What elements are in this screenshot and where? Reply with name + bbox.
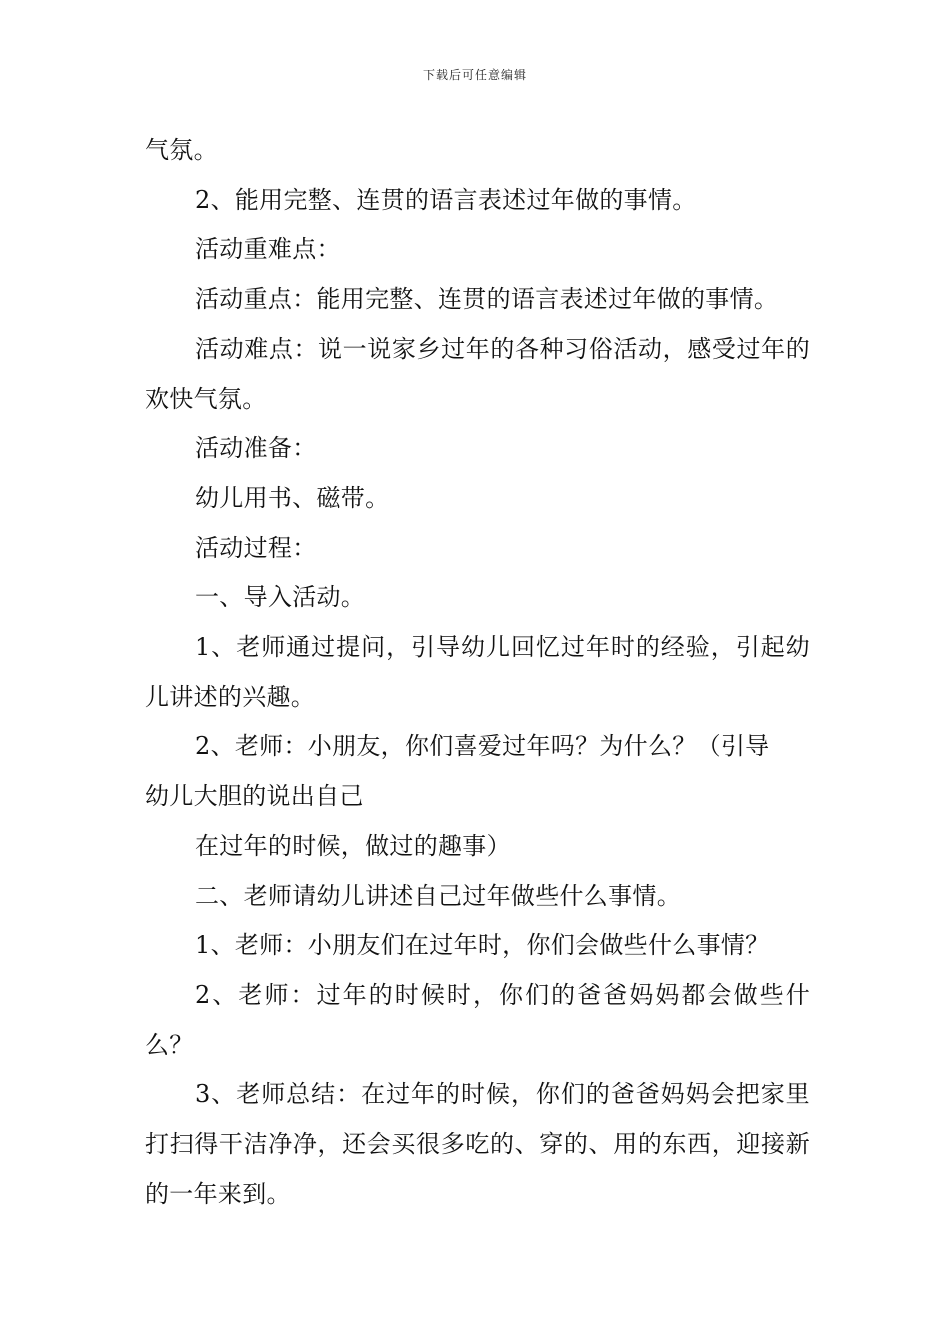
paragraph: 一、导入活动。	[195, 583, 366, 612]
paragraph: 活动过程：	[195, 533, 317, 562]
document-body	[145, 126, 810, 1219]
paragraph: 活动准备：	[195, 434, 317, 463]
paragraph: 气氛。	[145, 136, 218, 164]
page-header: 下载后可任意编辑	[422, 68, 527, 82]
paragraph: 幼儿大胆的说出自己	[145, 782, 364, 811]
paragraph: 二、老师请幼儿讲述自己过年做些什么事情。	[195, 881, 681, 910]
paragraph: 2、老师：小朋友，你们喜爱过年吗？为什么？（引导	[195, 732, 770, 761]
paragraph: 3、老师总结：在过年的时候，你们的爸爸妈妈会把家里打扫得干洁净净，还会买很多吃的、穿的、用的东西，迎接新的一年来到。	[145, 1080, 810, 1208]
paragraph: 活动重点：能用完整、连贯的语言表述过年做的事情。	[195, 285, 779, 314]
paragraph: 1、老师通过提问，引导幼儿回忆过年时的经验，引起幼儿讲述的兴趣。	[145, 633, 810, 711]
paragraph: 在过年的时候，做过的趣事）	[195, 831, 511, 860]
paragraph: 活动重难点：	[195, 235, 341, 264]
paragraph: 2、老师：过年的时候时，你们的爸爸妈妈都会做些什么？	[145, 980, 810, 1059]
paragraph: 活动难点：说一说家乡过年的各种习俗活动，感受过年的欢快气氛。	[145, 334, 810, 413]
paragraph: 1、老师：小朋友们在过年时，你们会做些什么事情？	[195, 931, 770, 960]
paragraph: 2、能用完整、连贯的语言表述过年做的事情。	[195, 185, 697, 214]
paragraph: 幼儿用书、磁带。	[195, 483, 390, 512]
